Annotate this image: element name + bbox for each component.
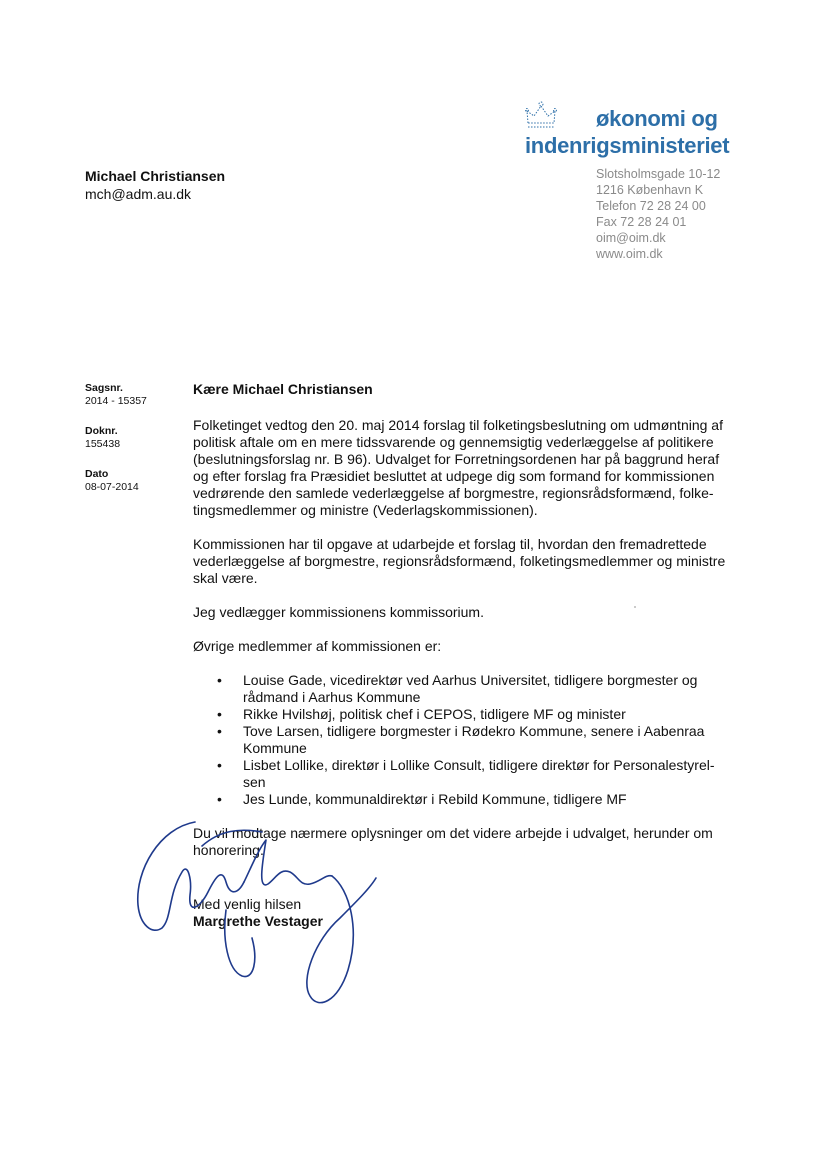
- bullet-icon: •: [217, 706, 222, 722]
- sagsnr-group: [85, 382, 147, 408]
- contact-website: www.oim.dk: [596, 247, 663, 261]
- ministry-contact: [596, 166, 720, 262]
- list-item: [217, 791, 733, 808]
- member-text: Louise Gade, vicedirektør ved Aarhus Universitet, tidligere borgmester og rådmand i Aarhus Kommune: [243, 672, 698, 705]
- member-text: Lisbet Lollike, direktør i Lollike Consult, tidligere direktør for Personalestyrel-sen: [243, 757, 715, 790]
- doknr-value: 155438: [85, 438, 121, 450]
- contact-address: Slotsholmsgade 10-12: [596, 167, 721, 181]
- contact-city: 1216 København K: [596, 183, 704, 197]
- contact-fax: Fax 72 28 24 01: [596, 215, 687, 229]
- letter-body: [193, 381, 733, 930]
- member-text: Tove Larsen, tidligere borgmester i Rødekro Kommune, senere i Aabenraa Kommune: [243, 723, 705, 756]
- paragraph-intro: Folketinget vedtog den 20. maj 2014 forslag til folketingsbeslutning om udmøntning af politisk aftale om en mere tidssvarende og gennemsigtig vederlæggelse af politikere (beslutningsforslag nr. B 96). Udvalget for Forretningsordenen har på baggrund heraf og efter forslag fra Præsidiet besluttet at udpege dig som formand for kommissionen vedrørende den samlede vederlæggelse af borgmestre, regionsrådsformænd, folke-tingsmedlemmer og ministre (Vederlagskommissionen).: [193, 417, 723, 518]
- dato-value: 08-07-2014: [85, 481, 139, 493]
- member-text: Rikke Hvilshøj, politisk chef i CEPOS, tidligere MF og minister: [243, 706, 626, 722]
- list-item: [217, 757, 733, 791]
- bullet-icon: •: [217, 757, 222, 773]
- ministry-logo-line1: økonomi og: [596, 106, 718, 131]
- sender-name: Margrethe Vestager: [193, 913, 323, 929]
- recipient-email: mch@adm.au.dk: [85, 186, 192, 202]
- crown-icon: [524, 101, 558, 131]
- scan-speck: [634, 606, 636, 608]
- contact-phone: Telefon 72 28 24 00: [596, 199, 706, 213]
- bullet-icon: •: [217, 672, 222, 688]
- recipient-name: Michael Christiansen: [85, 168, 226, 184]
- doknr-group: [85, 425, 147, 451]
- dato-group: [85, 468, 147, 494]
- salutation: Kære Michael Christiansen: [193, 381, 373, 397]
- members-list: [193, 672, 733, 808]
- doknr-label: Doknr.: [85, 425, 118, 437]
- recipient-block: [85, 167, 225, 203]
- paragraph-task: Kommissionen har til opgave at udarbejde et forslag til, hvordan den fremadrettede vederlæggelse af borgmestre, regionsrådsformænd, folketingsmedlemmer og ministre skal være.: [193, 536, 726, 586]
- list-item: [217, 672, 733, 706]
- closing-phrase: Med venlig hilsen: [193, 896, 302, 912]
- paragraph-attachment: Jeg vedlægger kommissionens kommissorium.: [193, 604, 484, 620]
- dato-label: Dato: [85, 468, 109, 480]
- ministry-logo-line2: indenrigsministeriet: [525, 133, 730, 158]
- list-item: [217, 723, 733, 757]
- letter-meta: [85, 382, 147, 511]
- sagsnr-label: Sagsnr.: [85, 382, 123, 394]
- list-item: [217, 706, 733, 723]
- bullet-icon: •: [217, 723, 222, 739]
- paragraph-info: Du vil modtage nærmere oplysninger om det videre arbejde i udvalget, herunder om honorering.: [193, 825, 713, 858]
- member-text: Jes Lunde, kommunaldirektør i Rebild Kommune, tidligere MF: [243, 791, 627, 807]
- paragraph-members-intro: Øvrige medlemmer af kommissionen er:: [193, 638, 442, 654]
- sagsnr-value: 2014 - 15357: [85, 395, 147, 407]
- contact-email: oim@oim.dk: [596, 231, 666, 245]
- bullet-icon: •: [217, 791, 222, 807]
